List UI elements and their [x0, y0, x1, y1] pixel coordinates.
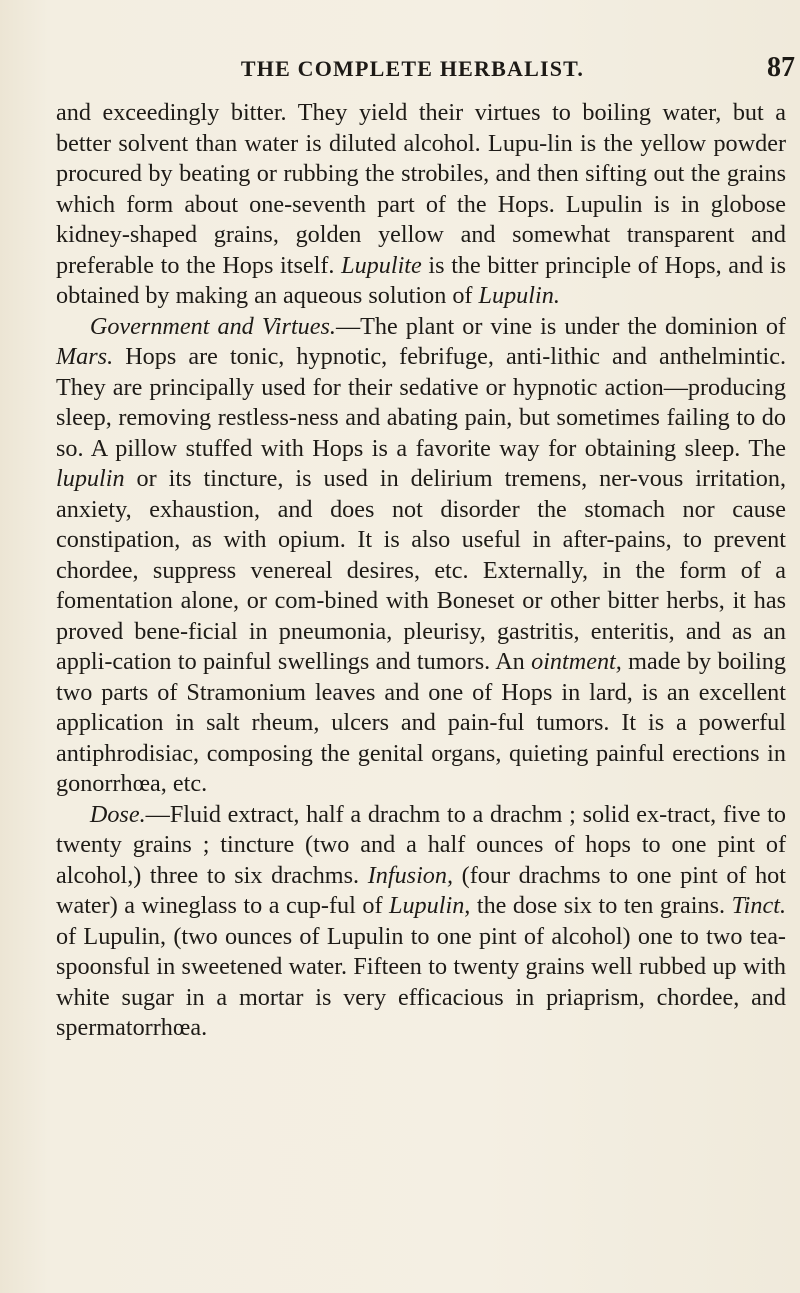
paragraph-dose — [56, 800, 786, 1044]
running-head-title: THE COMPLETE HERBALIST. — [240, 56, 585, 81]
italic-term: lupulin — [56, 465, 125, 492]
paragraph-hops-properties — [56, 98, 786, 312]
text-span: —Fluid extract, half a drachm to a drachm ; solid ex-tract, five to twenty grains ; tincture (two and a half ounces of hops to one pint of alcohol,) three to six drachms. — [56, 800, 786, 889]
running-head — [30, 52, 795, 88]
text-span: Hops are tonic, hypnotic, febrifuge, anti-lithic and anthelmintic. They are principally used for their sedative or hypnotic action—producing sleep, removing restless-ness and abating pain, but sometimes failing to do so. A pillow stuffed with Hops is a favorite way for obtaining sleep. The — [56, 343, 786, 462]
text-span: —The plant or vine is under the dominion of — [335, 312, 786, 340]
italic-term: Lupulin, — [389, 892, 471, 919]
text-span: or its tincture, is used in delirium tremens, ner-vous irritation, anxiety, exhaustion, and does not disorder the stomach nor cause constipation, as with opium. It is also useful in after-pains, to prevent chordee, suppress venereal desires, etc. Externally, in the form of a fomentation alone, or com-bined with Boneset or other bitter herbs, it has proved bene-ficial in pneumonia, pleurisy, gastritis, enteritis, and as an appli-cation to painful swellings and tumors. An — [56, 465, 786, 675]
paragraph-government-and-virtues — [56, 312, 786, 800]
text-span: is the bitter principle of Hops, and is obtained by making an aqueous solution of — [56, 251, 787, 309]
italic-term: Lupulite — [341, 251, 422, 279]
italic-term: ointment, — [531, 648, 622, 675]
italic-term: Mars. — [56, 343, 114, 370]
page-number: 87 — [767, 52, 795, 83]
body-text — [56, 98, 786, 1044]
italic-term: Infusion, — [367, 861, 454, 889]
text-span: of Lupulin, (two ounces of Lupulin to one pint of alcohol) one to two tea-spoonsful in sweetened water. Fifteen to twenty grains well rubbed up with white sugar in a mortar is very efficacious in priaprism, chordee, and spermatorrhœa. — [56, 922, 786, 1041]
text-span: made by boiling two parts of Stramonium leaves and one of Hops in lard, is an excellent application in salt rheum, ulcers and pain-ful tumors. It is a powerful antiphrodisiac, composing the genital organs, quieting painful erections in gonorrhœa, etc. — [56, 648, 786, 797]
text-span: the dose six to ten grains. — [476, 892, 726, 919]
section-heading: Government and Virtues. — [89, 312, 336, 340]
text-span: and exceedingly bitter. They yield their virtues to boiling water, but a better solvent than water is diluted alcohol. Lupu-lin is the yellow powder procured by beating or rubbing the strobiles, and then sifting out the grains which form about one-seventh part of the Hops. Lupulin is in globose kidney-shaped grains, golden yellow and somewhat transparent and preferable to the Hops itself. — [56, 99, 786, 279]
italic-term: Lupulin. — [478, 282, 560, 309]
section-heading: Dose. — [89, 800, 146, 828]
text-span: (four drachms to one pint of hot water) a wineglass to a cup-ful of — [56, 861, 787, 919]
italic-term: Tinct. — [731, 892, 786, 919]
